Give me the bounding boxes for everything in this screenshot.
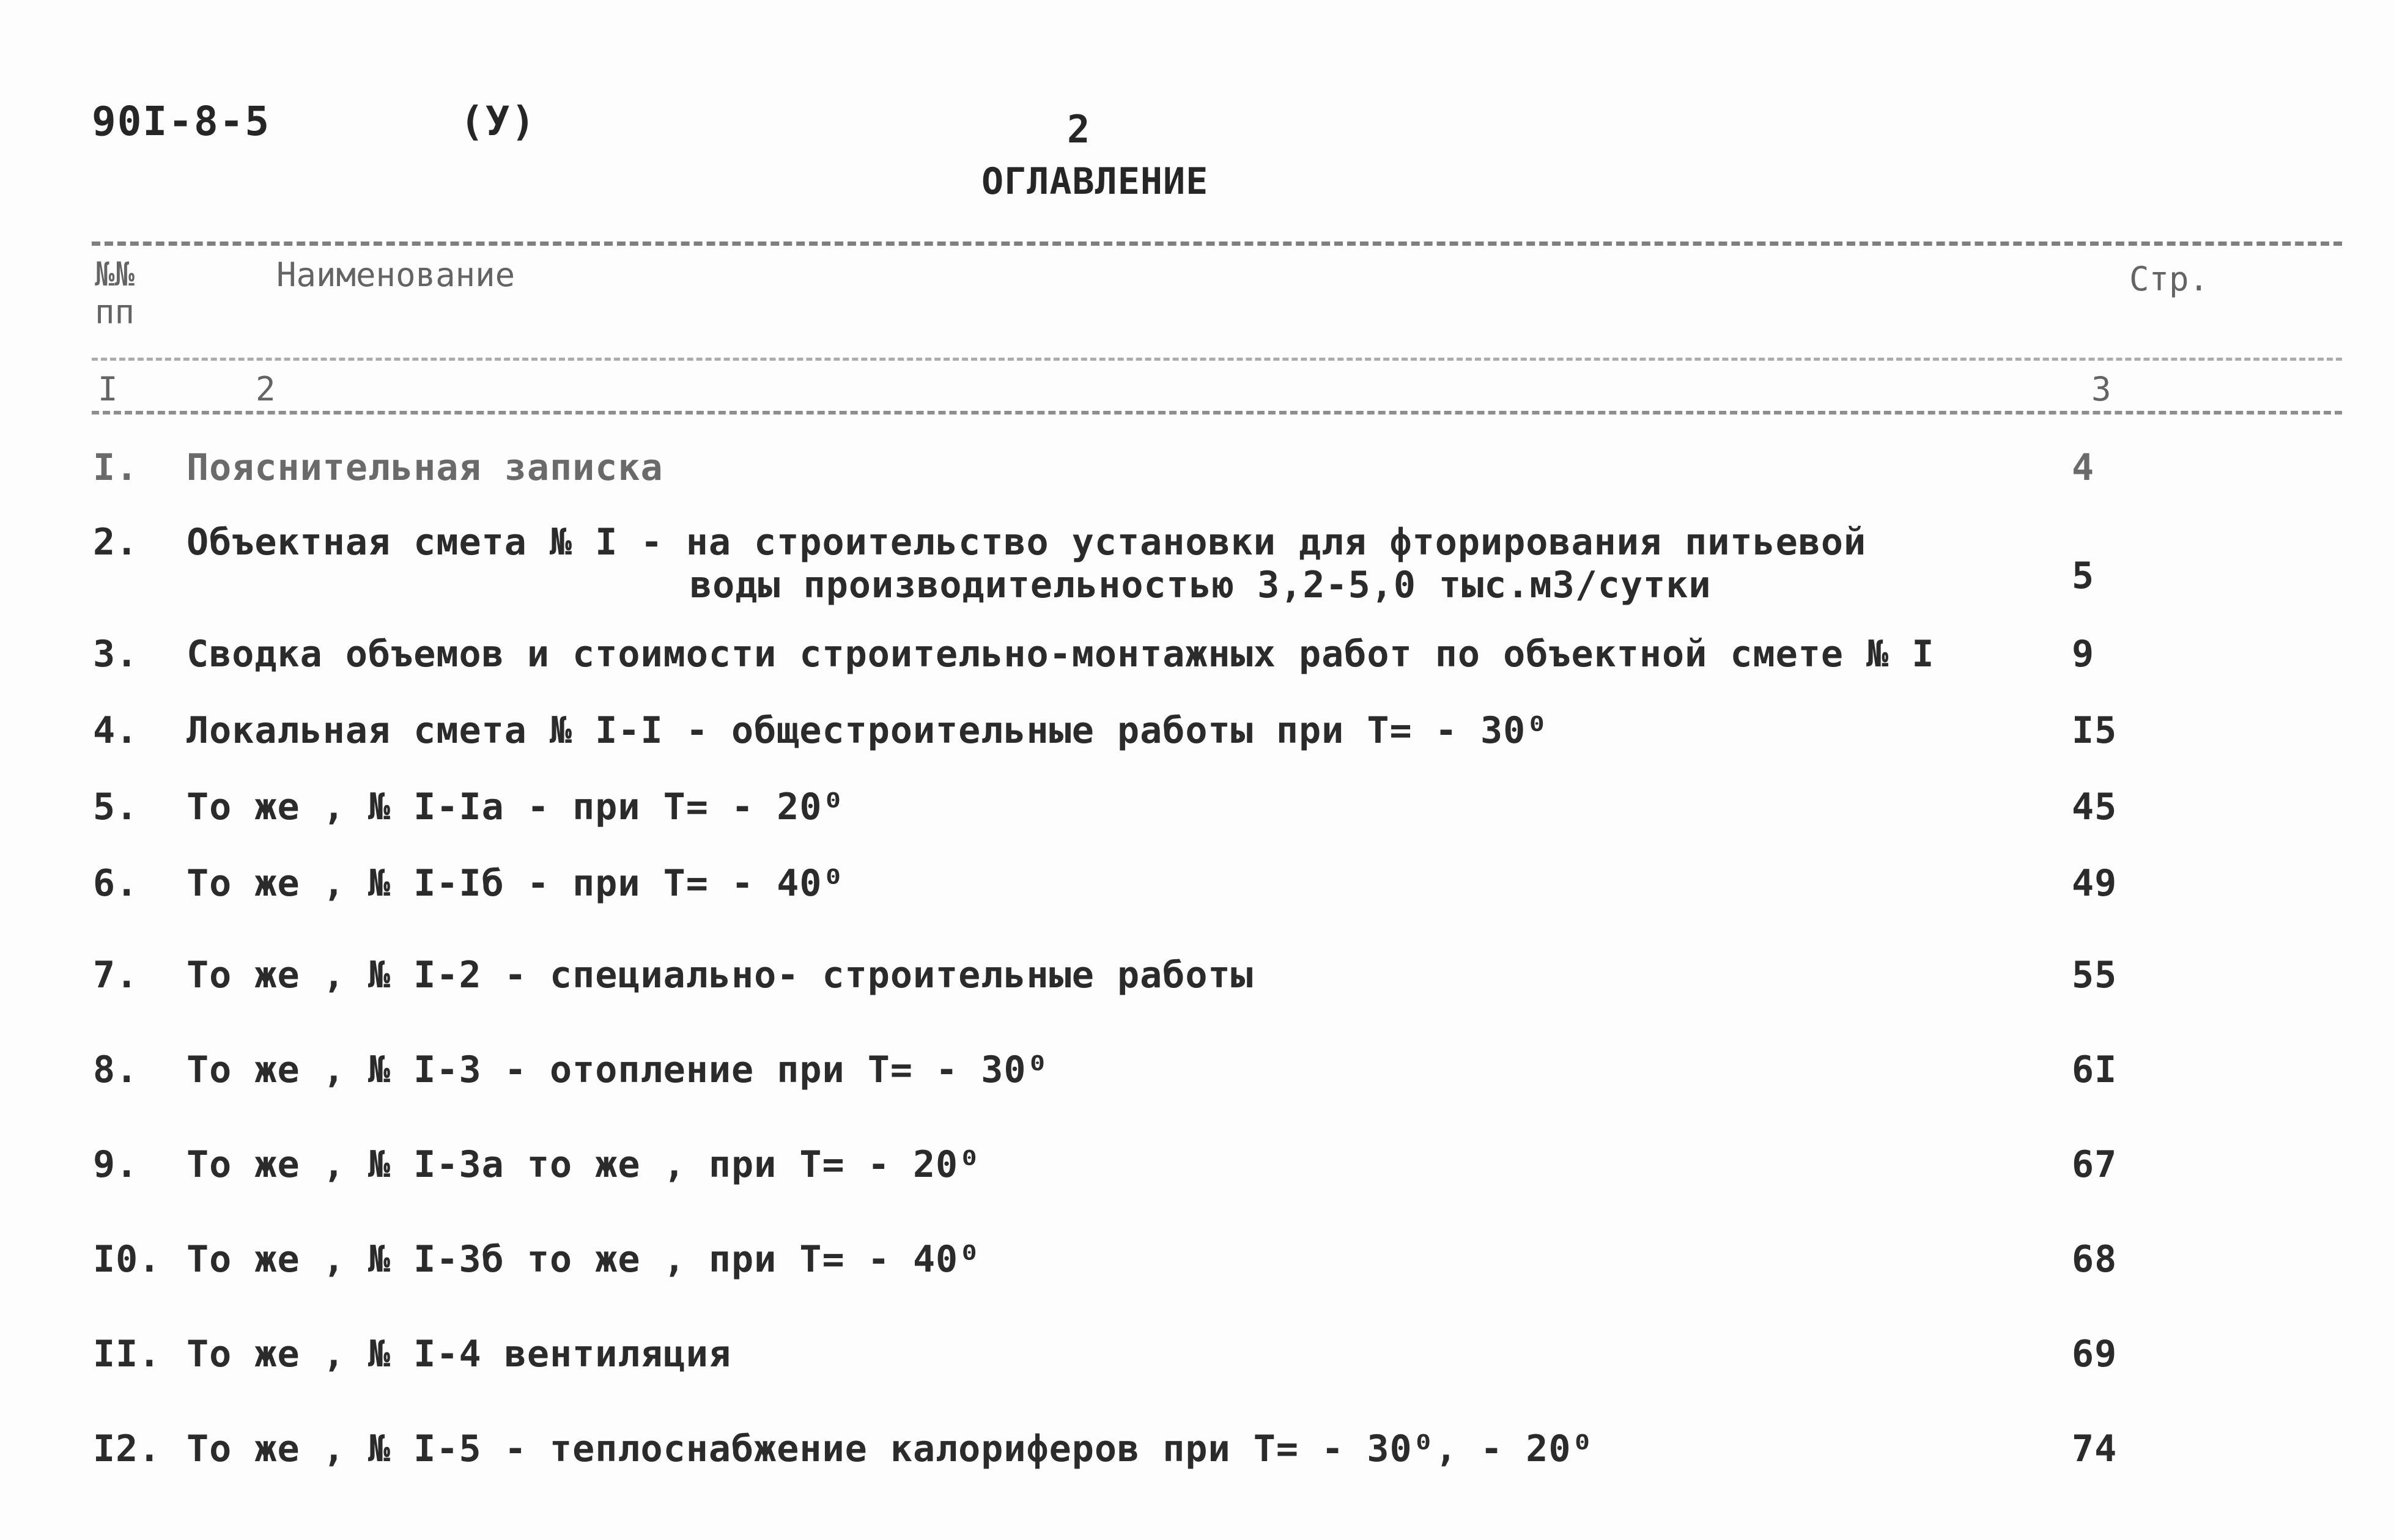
column-header-page: Стр. xyxy=(2129,260,2209,298)
toc-entry-text: Сводка объемов и стоимости строительно-монтажных работ по объектной смете № I xyxy=(187,633,1935,676)
toc-entry-page: I5 xyxy=(2072,709,2118,752)
document-code: 90I-8-5 xyxy=(92,98,271,145)
toc-entry-number: I. xyxy=(93,446,139,489)
toc-entry-number: II. xyxy=(93,1333,161,1376)
table-header-rule xyxy=(92,358,2342,361)
toc-entry-page: 74 xyxy=(2072,1428,2118,1470)
document-variant: (У) xyxy=(460,98,537,145)
toc-entry xyxy=(0,633,2394,682)
toc-entry-text: То же , № I-4 вентиляция xyxy=(187,1333,731,1376)
page-title: ОГЛАВЛЕНИЕ xyxy=(981,160,1209,203)
toc-entry-page: 4 xyxy=(2072,446,2095,489)
toc-entry-page: 6I xyxy=(2072,1048,2118,1091)
table-index-rule xyxy=(92,411,2342,414)
toc-entry xyxy=(0,1048,2394,1097)
toc-entry xyxy=(0,709,2394,758)
column-header-number: №№ пп xyxy=(95,255,135,331)
toc-entry-page: 69 xyxy=(2072,1333,2118,1376)
toc-entry xyxy=(0,1143,2394,1192)
toc-entry-text: То же , № I-3 - отопление при Т= - 30⁰ xyxy=(187,1048,1049,1091)
toc-entry xyxy=(0,786,2394,834)
toc-entry-text: Локальная смета № I-I - общестроительные работы при Т= - 30⁰ xyxy=(187,709,1549,752)
toc-entry xyxy=(0,954,2394,1003)
toc-entry xyxy=(0,1428,2394,1476)
toc-entry-page: 5 xyxy=(2072,554,2095,597)
toc-entry xyxy=(0,521,2394,613)
table-top-rule xyxy=(92,241,2342,246)
toc-entry-text: То же , № I-Iа - при Т= - 20⁰ xyxy=(187,786,845,828)
toc-entry xyxy=(0,862,2394,911)
toc-entry-number: 9. xyxy=(93,1143,139,1186)
toc-entry-number: 4. xyxy=(93,709,139,752)
toc-entry-page: 49 xyxy=(2072,862,2118,905)
toc-entry-text: То же , № I-3а то же , при Т= - 20⁰ xyxy=(187,1143,981,1186)
toc-entry-number: 7. xyxy=(93,954,139,997)
column-index-1: I xyxy=(98,370,118,408)
toc-entry xyxy=(0,1333,2394,1382)
toc-entry-number: 5. xyxy=(93,786,139,828)
toc-entry-text: То же , № I-5 - теплоснабжение калориферов при Т= - 30⁰, - 20⁰ xyxy=(187,1428,1594,1470)
page-number: 2 xyxy=(1067,107,1092,152)
column-index-3: 3 xyxy=(2091,370,2111,408)
toc-entry-text: То же , № I-3б то же , при Т= - 40⁰ xyxy=(187,1238,981,1281)
toc-entry-number: 6. xyxy=(93,862,139,905)
column-index-2: 2 xyxy=(256,370,276,408)
column-header-name: Наименование xyxy=(276,256,515,294)
toc-entry xyxy=(0,1238,2394,1287)
toc-entry xyxy=(0,446,2394,495)
toc-entry-page: 9 xyxy=(2072,633,2095,676)
toc-entry-text: Объектная смета № I - на строительство установки для фторирования питьевой xyxy=(187,521,1867,564)
toc-entry-text-continued: воды производительностью 3,2-5,0 тыс.м3/сутки xyxy=(690,564,1712,606)
toc-entry-page: 68 xyxy=(2072,1238,2118,1281)
toc-entry-page: 67 xyxy=(2072,1143,2118,1186)
toc-entry-number: 2. xyxy=(93,521,139,564)
toc-entry-text: То же , № I-2 - специально- строительные работы xyxy=(187,954,1254,997)
toc-entry-number: 8. xyxy=(93,1048,139,1091)
toc-entry-page: 45 xyxy=(2072,786,2118,828)
toc-entry-number: I0. xyxy=(93,1238,161,1281)
toc-entry-text: То же , № I-Iб - при Т= - 40⁰ xyxy=(187,862,845,905)
toc-entry-page: 55 xyxy=(2072,954,2118,997)
toc-entry-number: I2. xyxy=(93,1428,161,1470)
toc-entry-text: Пояснительная записка xyxy=(187,446,663,489)
toc-entry-number: 3. xyxy=(93,633,139,676)
